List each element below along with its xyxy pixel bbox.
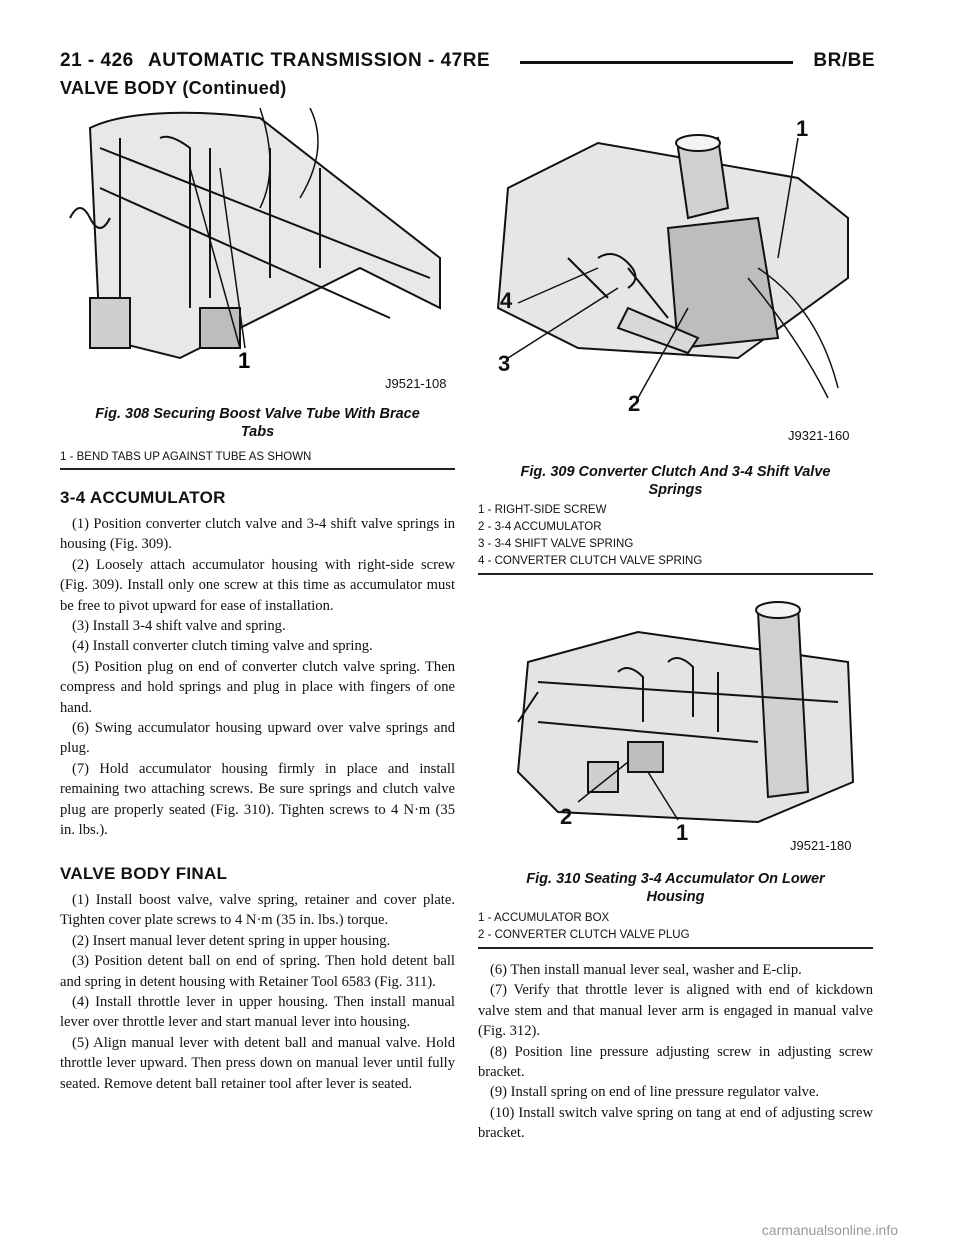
legend-item: 4 - CONVERTER CLUTCH VALVE SPRING: [478, 555, 703, 567]
figure-308-illustration: [60, 108, 455, 390]
heading-valve-body-final: VALVE BODY FINAL: [60, 864, 228, 883]
legend-item: 1 - RIGHT-SIDE SCREW: [478, 504, 607, 516]
fig309-legend: [478, 502, 873, 570]
section-continued: VALVE BODY (Continued): [60, 78, 287, 98]
page-title: AUTOMATIC TRANSMISSION - 47RE: [148, 50, 491, 71]
legend-item: 2 - CONVERTER CLUTCH VALVE PLUG: [478, 929, 690, 941]
step: (7) Hold accumulator housing firmly in place and install remaining two attaching screws. Be sure springs and clutch valve plug are properly seated (Fig. 310). Tighten screws to 4 N·m (35 in. lbs.).: [60, 760, 455, 839]
step: (3) Position detent ball on end of spring. Then hold detent ball and spring in detent housing with Retainer Tool 6583 (Fig. 311).: [60, 953, 455, 990]
watermark: carmanualsonline.info: [761, 1222, 898, 1238]
fig310-rule: [478, 947, 873, 949]
step: (1) Position converter clutch valve and 3-4 shift valve springs in housing (Fig. 309).: [60, 516, 455, 553]
legend-item: 1 - ACCUMULATOR BOX: [478, 912, 610, 924]
heading-3-4-accumulator: 3-4 ACCUMULATOR: [60, 488, 226, 507]
legend-item: 1 - BEND TABS UP AGAINST TUBE AS SHOWN: [60, 451, 312, 463]
step: (5) Align manual lever with detent ball and manual valve. Hold throttle lever upward. Then press down on manual lever until fully seated. Remove detent ball retainer tool after lever is seated.: [60, 1034, 455, 1092]
fig308-callout-1: [238, 348, 250, 373]
step: (1) Install boost valve, valve spring, retainer and cover plate. Tighten cover plate screws to 4 N·m (35 in. lbs.) torque.: [60, 892, 455, 929]
fig309-code: J9321-160: [788, 428, 850, 443]
step: (10) Install switch valve spring on tang at end of adjusting screw bracket.: [478, 1104, 873, 1142]
step: (5) Position plug on end of converter clutch valve spring. Then compress and hold springs and plug in place with fingers of one hand.: [60, 658, 455, 716]
svg-text:1: 1: [238, 348, 251, 373]
model-code: BR/BE: [813, 50, 875, 71]
fig309-callout-2: 2: [628, 391, 641, 416]
figure-310-illustration: [478, 592, 873, 862]
fig310-callout-2: 2: [560, 804, 573, 829]
fig308-code: J9521-108: [385, 376, 447, 391]
fig309-callout-1: 1: [796, 116, 809, 141]
step: (4) Install converter clutch timing valve and spring.: [72, 638, 373, 655]
fig308-legend: [60, 449, 455, 466]
step: (8) Position line pressure adjusting screw in adjusting screw bracket.: [478, 1043, 873, 1081]
fig309-callout-4: 4: [500, 288, 513, 313]
step: (7) Verify that throttle lever is aligned with end of kickdown valve stem and that manual lever arm is engaged in manual valve (Fig. 312).: [478, 982, 873, 1040]
figure-309-illustration: [478, 108, 873, 448]
fig310-caption: Fig. 310 Seating 3-4 Accumulator On Lower Housing: [526, 871, 825, 905]
fig309-rule: [478, 573, 873, 575]
step: (6) Then install manual lever seal, washer and E-clip.: [490, 962, 802, 978]
page-header: [60, 50, 875, 80]
legend-item: 2 - 3-4 ACCUMULATOR: [478, 521, 602, 533]
fig308-caption: Fig. 308 Securing Boost Valve Tube With Brace Tabs: [95, 406, 420, 440]
fig310-code: J9521-180: [790, 838, 852, 853]
legend-item: 3 - 3-4 SHIFT VALVE SPRING: [478, 538, 634, 550]
fig309-callout-3: 3: [498, 351, 511, 376]
step: (6) Swing accumulator housing upward over valve springs and plug.: [60, 720, 455, 757]
step: (2) Loosely attach accumulator housing with right-side screw (Fig. 309). Install only one screw at this time as accumulator must be free to pivot upward for ease of installation.: [60, 556, 455, 614]
step: (3) Install 3-4 shift valve and spring.: [72, 618, 286, 635]
fig310-legend: [478, 910, 873, 944]
fig308-rule: [60, 468, 455, 470]
step: (9) Install spring on end of line pressure regulator valve.: [490, 1084, 820, 1101]
final-steps-left: [60, 890, 455, 1094]
step: (4) Install throttle lever in upper housing. Then install manual lever over throttle lever and start manual lever into housing.: [60, 994, 455, 1031]
final-steps-right: [478, 960, 873, 1144]
header-rule: [520, 61, 793, 64]
step: (2) Insert manual lever detent spring in upper housing.: [72, 932, 391, 949]
accumulator-steps: [60, 514, 455, 841]
fig310-callout-1: 1: [676, 820, 689, 845]
fig309-caption: Fig. 309 Converter Clutch And 3-4 Shift Valve Springs: [520, 464, 831, 498]
page-number: 21 - 426: [60, 50, 134, 71]
